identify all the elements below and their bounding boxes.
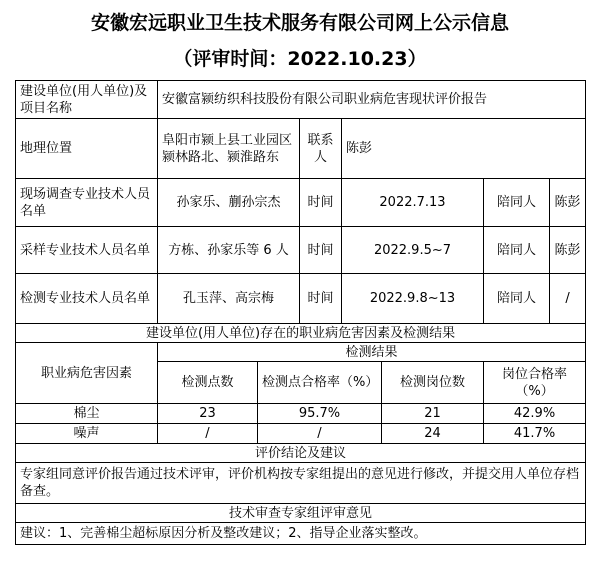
hazard-factor: 棉尘 [16, 404, 158, 424]
sampling-names: 方栋、孙家乐等 6 人 [158, 227, 300, 274]
sampling-accomp-label: 陪同人 [484, 227, 550, 274]
results-header: 检测结果 [158, 343, 586, 362]
testing-label: 检测专业技术人员名单 [16, 274, 158, 324]
survey-label: 现场调查专业技术人员名单 [16, 179, 158, 227]
sampling-time: 2022.9.5~7 [342, 227, 484, 274]
testing-names: 孔玉萍、高宗梅 [158, 274, 300, 324]
hazard-post-rate: 42.9% [484, 404, 586, 424]
hazards-section-title: 建设单位(用人单位)存在的职业病危害因素及检测结果 [16, 324, 586, 343]
sampling-label: 采样专业技术人员名单 [16, 227, 158, 274]
conclusion-title: 评价结论及建议 [16, 444, 586, 463]
col-points-header: 检测点数 [158, 362, 258, 404]
testing-time: 2022.9.8~13 [342, 274, 484, 324]
sampling-accomp: 陈彭 [550, 227, 586, 274]
col-point-rate-header: 检测点合格率（%） [258, 362, 382, 404]
review-text: 建议：1、完善棉尘超标原因分析及整改建议；2、指导企业落实整改。 [16, 523, 586, 545]
survey-names: 孙家乐、蒯孙宗杰 [158, 179, 300, 227]
hazard-posts: 24 [382, 424, 484, 444]
table-row [16, 424, 586, 444]
unit-value: 安徽富颍纺织科技股份有限公司职业病危害现状评价报告 [158, 81, 586, 119]
info-table [15, 80, 586, 545]
survey-time: 2022.7.13 [342, 179, 484, 227]
testing-accomp-label: 陪同人 [484, 274, 550, 324]
review-time: （评审时间：2022.10.23） [173, 48, 427, 70]
col-posts-header: 检测岗位数 [382, 362, 484, 404]
document-title: 安徽宏远职业卫生技术服务有限公司网上公示信息 [90, 12, 509, 34]
location-label: 地理位置 [16, 119, 158, 179]
hazard-point-rate: 95.7% [258, 404, 382, 424]
hazard-post-rate: 41.7% [484, 424, 586, 444]
testing-time-label: 时间 [300, 274, 342, 324]
hazard-points: 23 [158, 404, 258, 424]
table-row [16, 404, 586, 424]
survey-time-label: 时间 [300, 179, 342, 227]
conclusion-text: 专家组同意评价报告通过技术评审，评价机构按专家组提出的意见进行修改，并提交用人单位存档备查。 [16, 463, 586, 504]
location-value: 阜阳市颍上县工业园区颍林路北、颍淮路东 [158, 119, 300, 179]
sampling-time-label: 时间 [300, 227, 342, 274]
hazard-posts: 21 [382, 404, 484, 424]
survey-accomp: 陈彭 [550, 179, 586, 227]
hazard-point-rate: / [258, 424, 382, 444]
contact-label: 联系人 [300, 119, 342, 179]
col-post-rate-header: 岗位合格率（%） [484, 362, 586, 404]
testing-accomp: / [550, 274, 586, 324]
review-title: 技术审查专家组评审意见 [16, 504, 586, 523]
factor-header: 职业病危害因素 [16, 343, 158, 404]
hazard-factor: 噪声 [16, 424, 158, 444]
contact-value: 陈彭 [342, 119, 586, 179]
unit-label: 建设单位(用人单位)及项目名称 [16, 81, 158, 119]
hazard-points: / [158, 424, 258, 444]
survey-accomp-label: 陪同人 [484, 179, 550, 227]
